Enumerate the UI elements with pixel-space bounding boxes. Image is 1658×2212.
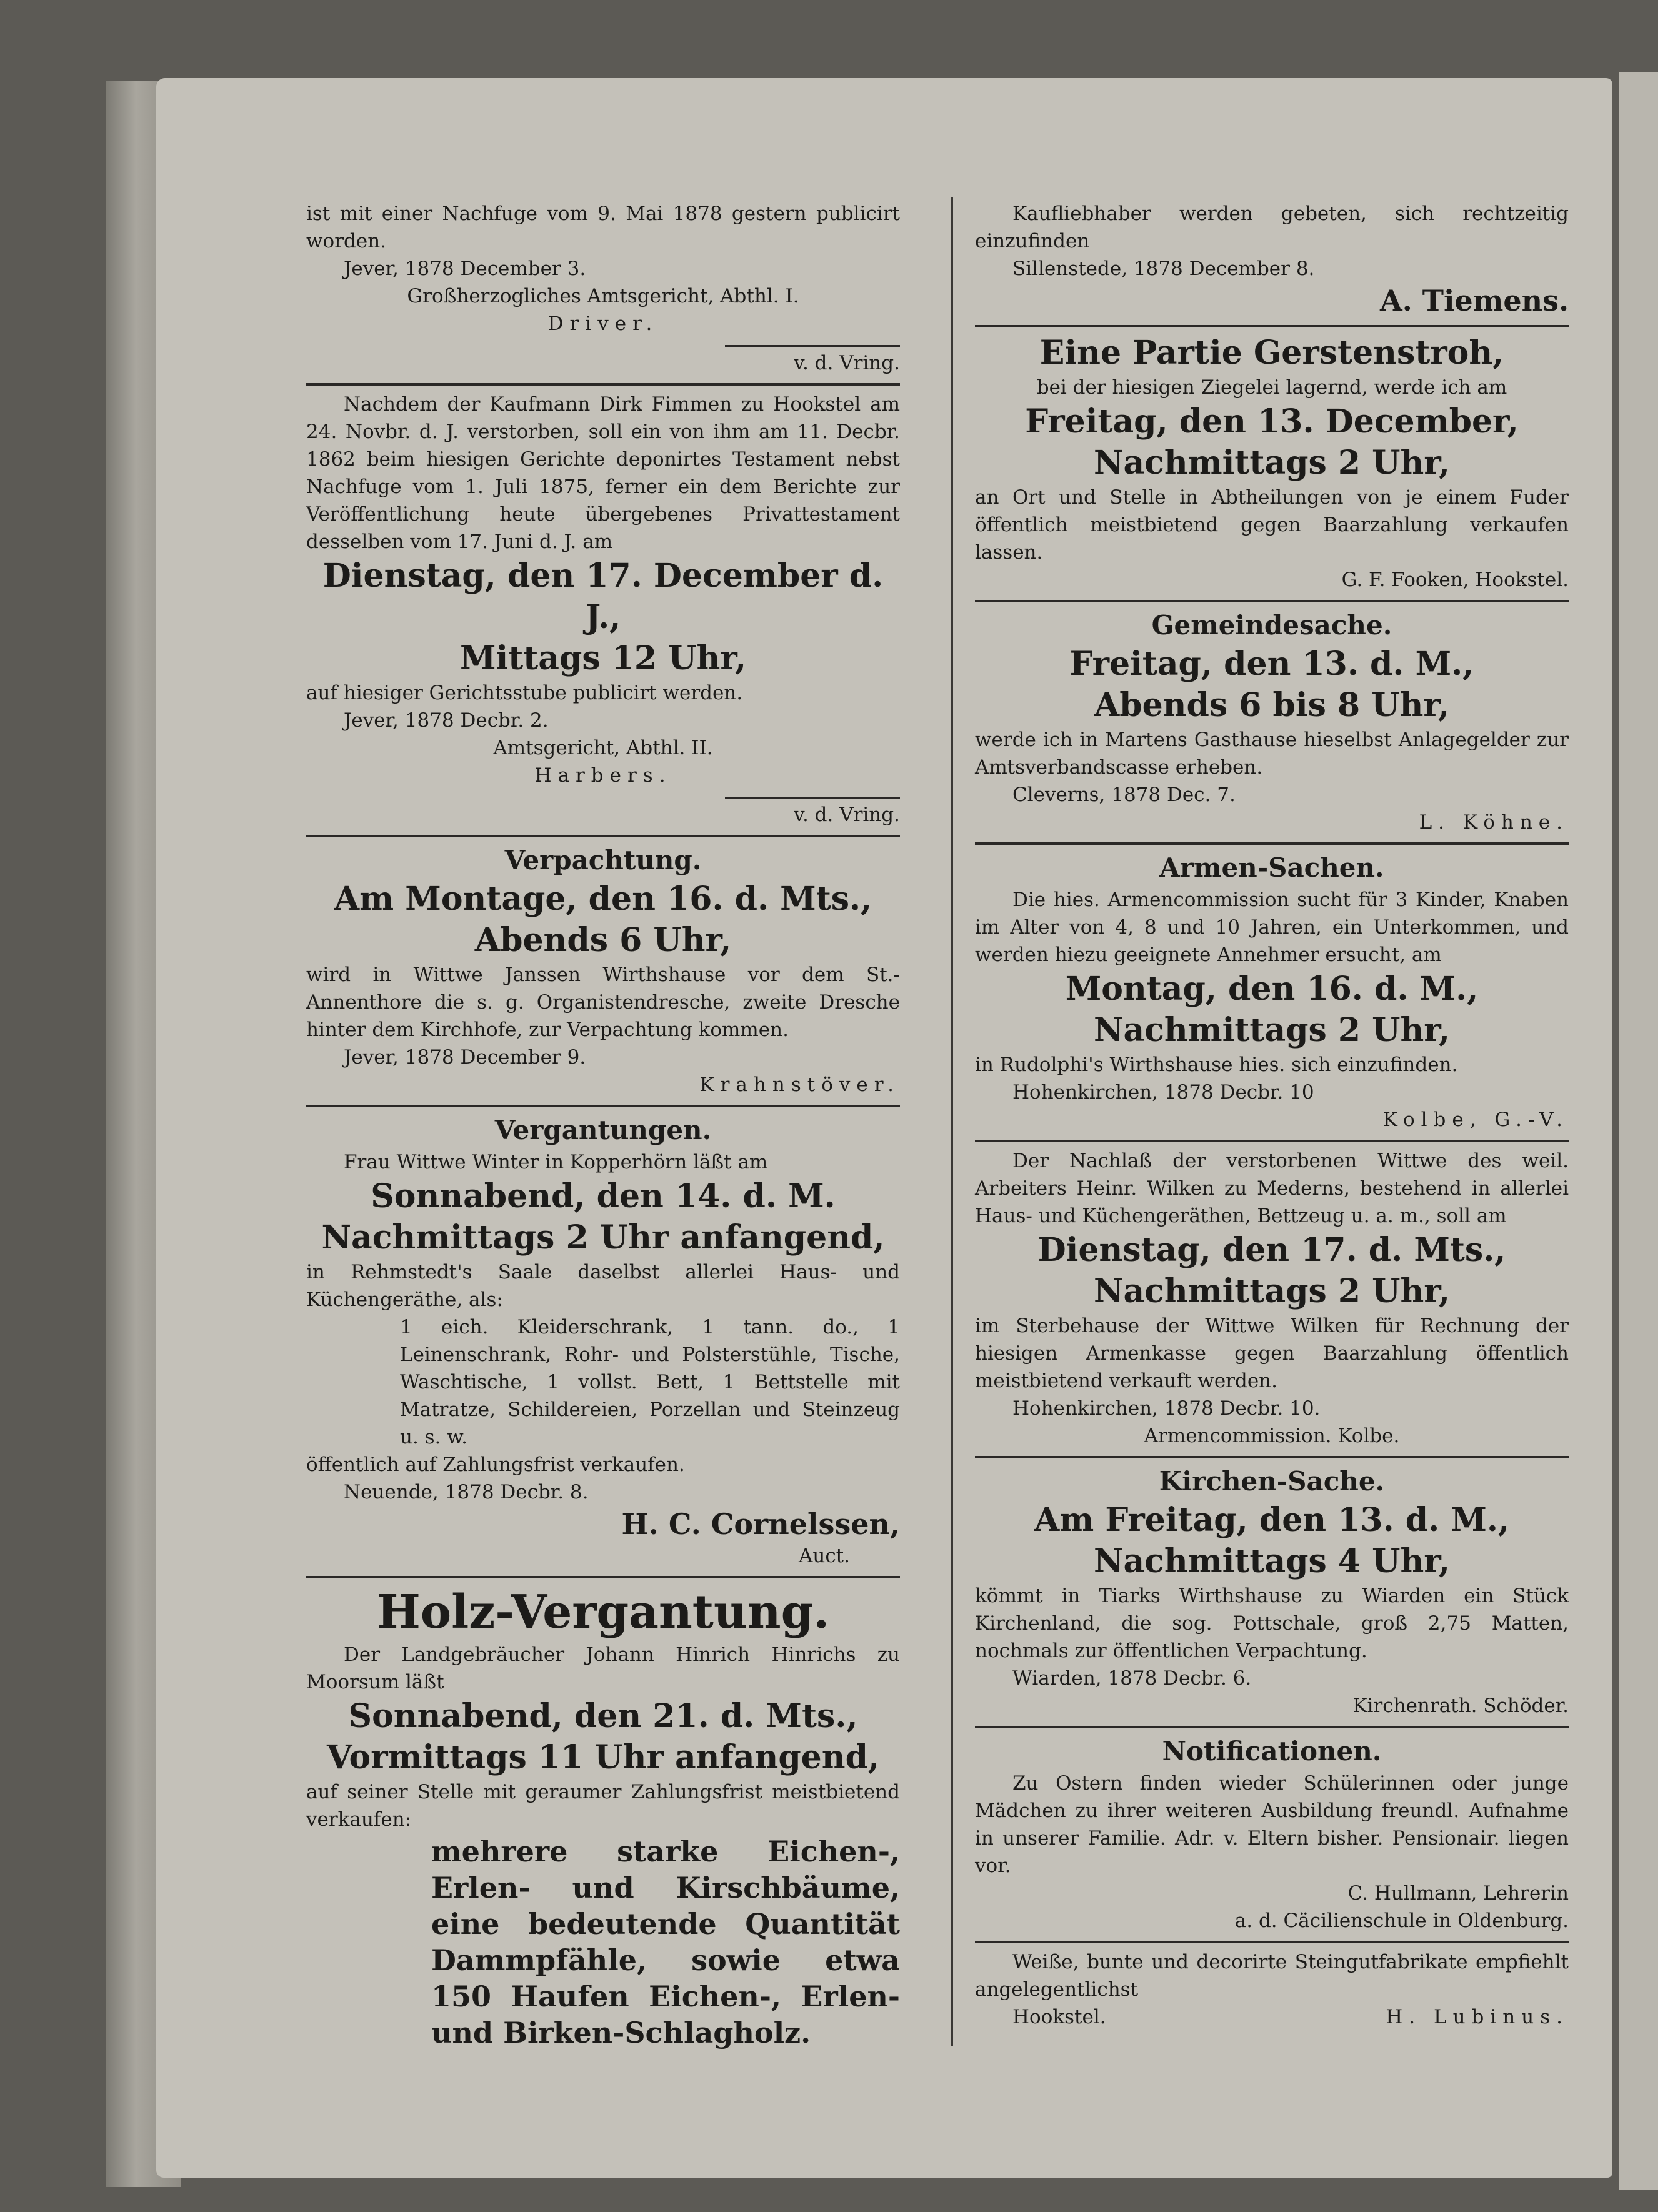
notice-text: öffentlich auf Zahlungsfrist verkaufen. <box>306 1453 685 1476</box>
section-rule <box>975 842 1569 845</box>
section-heading: Armen-Sachen. <box>1159 852 1384 883</box>
notice-signature: H. C. Cornelssen, <box>621 1507 900 1541</box>
short-rule <box>725 345 900 347</box>
notice-role: Auct. <box>798 1545 850 1567</box>
notice-court: Großherzogliches Amtsgericht, Abthl. I. <box>407 285 799 307</box>
notice-text: kömmt in Tiarks Wirthshause zu Wiarden ein Stück Kirchenland, die sog. Pottschale, groß 2,75 Matten, nochmals zur öffentlichen Verpachtung. <box>975 1585 1569 1662</box>
notice-text: Zu Ostern finden wieder Schülerinnen oder junge Mädchen zu ihrer weiteren Ausbildung freundl. Aufnahme in unserer Familie. Adr. v. Eltern bisher. Pensionair. liegen vor. <box>975 1772 1569 1877</box>
notice-text: in Rudolphi's Wirthshause hies. sich einzufinden. <box>975 1054 1458 1076</box>
notice-signature: Armencommission. Kolbe. <box>1144 1425 1400 1447</box>
notice-date-heading: Freitag, den 13. December, <box>1025 402 1519 441</box>
notice-time-heading: Nachmittags 2 Uhr, <box>1093 1011 1451 1049</box>
section-rule <box>975 600 1569 602</box>
notice-signature-line2: a. d. Cäcilienschule in Oldenburg. <box>1234 1910 1569 1932</box>
notice-date-heading: Am Montage, den 16. d. Mts., <box>334 880 872 918</box>
left-column <box>306 200 900 2051</box>
notice-place-date: Wiarden, 1878 Decbr. 6. <box>1012 1667 1252 1690</box>
notice-signature: A. Tiemens. <box>1380 284 1569 317</box>
notice-place: Hookstel. <box>1012 2006 1106 2028</box>
notice-text: wird in Wittwe Janssen Wirthshause vor dem St.-Annenthore die s. g. Organistendresche, zweite Dresche hinter dem Kirchhofe, zur Verpachtung kommen. <box>306 964 900 1041</box>
notice-date-heading: Montag, den 16. d. M., <box>1065 970 1479 1008</box>
notice-text: bei der hiesigen Ziegelei lagernd, werde ich am <box>1036 376 1507 399</box>
notice-time-heading: Vormittags 11 Uhr anfangend, <box>326 1738 880 1776</box>
notice-date-heading: Am Freitag, den 13. d. M., <box>1034 1501 1510 1539</box>
notice-text: auf hiesiger Gerichtsstube publicirt werden. <box>306 682 743 704</box>
section-rule <box>306 1105 900 1107</box>
section-rule <box>975 325 1569 327</box>
notice-date-heading: Dienstag, den 17. d. Mts., <box>1037 1231 1506 1269</box>
notice-clerk: v. d. Vring. <box>794 804 900 826</box>
notice-text: Der Landgebräucher Johann Hinrich Hinrichs zu Moorsum läßt <box>306 1643 900 1693</box>
notice-signature: H. Lubinus. <box>1386 2006 1569 2028</box>
right-column <box>975 200 1569 2031</box>
notice-place-date: Sillenstede, 1878 December 8. <box>1012 257 1315 280</box>
notice-date-heading: Dienstag, den 17. December d. J., <box>322 557 884 636</box>
notice-signature: L. Köhne. <box>1419 811 1569 834</box>
notice-place-date: Hohenkirchen, 1878 Decbr. 10. <box>1012 1397 1321 1420</box>
notice-place-date: Cleverns, 1878 Dec. 7. <box>1012 784 1236 806</box>
notice-place-date: Neuende, 1878 Decbr. 8. <box>344 1481 589 1503</box>
section-heading-large: Holz-Vergantung. <box>376 1585 830 1639</box>
section-heading: Notificationen. <box>1162 1736 1382 1766</box>
notice-text: Kaufliebhaber werden gebeten, sich rechtzeitig einzufinden <box>975 202 1569 252</box>
notice-signature: Harbers. <box>534 764 672 787</box>
section-heading: Kirchen-Sache. <box>1159 1466 1385 1497</box>
notice-place-date: Jever, 1878 December 3. <box>344 257 586 280</box>
section-heading: Verpachtung. <box>504 845 702 875</box>
section-heading: Eine Partie Gerstenstroh, <box>1039 334 1504 372</box>
notice-text: ist mit einer Nachfuge vom 9. Mai 1878 gestern publicirt worden. <box>306 202 900 252</box>
section-heading: Gemeindesache. <box>1151 610 1392 640</box>
notice-time-heading: Mittags 12 Uhr, <box>459 639 747 677</box>
section-rule <box>975 1456 1569 1458</box>
notice-signature: C. Hullmann, Lehrerin <box>1347 1882 1569 1905</box>
notice-bold-list: mehrere starke Eichen-, Erlen- und Kirschbäume, eine bedeutende Quantität Dammpfähle, sowie etwa 150 Haufen Eichen-, Erlen- und Birken-Schlagholz. <box>431 1835 900 2050</box>
notice-signature: Krahnstöver. <box>699 1074 900 1096</box>
notice-date-heading: Sonnabend, den 14. d. M. <box>371 1177 836 1215</box>
notice-time-heading: Abends 6 Uhr, <box>474 921 732 959</box>
notice-text: auf seiner Stelle mit geraumer Zahlungsfrist meistbietend verkaufen: <box>306 1781 900 1831</box>
facing-page-edge <box>1619 72 1658 2190</box>
section-heading: Vergantungen. <box>494 1115 712 1145</box>
section-rule <box>306 1576 900 1578</box>
section-rule <box>975 1726 1569 1728</box>
notice-time-heading: Nachmittags 4 Uhr, <box>1093 1542 1451 1580</box>
notice-time-heading: Nachmittags 2 Uhr anfangend, <box>321 1218 885 1257</box>
notice-text: Der Nachlaß der verstorbenen Wittwe des weil. Arbeiters Heinr. Wilken zu Mederns, bestehend in allerlei Haus- und Küchengeräthen, Bettzeug u. a. m., soll am <box>975 1150 1569 1227</box>
notice-text: Weiße, bunte und decorirte Steingutfabrikate empfiehlt angelegentlichst <box>975 1951 1569 2001</box>
notice-court: Amtsgericht, Abthl. II. <box>493 737 713 759</box>
notice-text: Nachdem der Kaufmann Dirk Fimmen zu Hookstel am 24. Novbr. d. J. verstorben, soll ein von ihm am 11. Decbr. 1862 beim hiesigen Gerichte deponirtes Testament nebst Nachfuge vom 1. Juli 1875, ferner ein dem Berichte zur Veröffentlichung heute übergebenes Privattestament desselben vom 17. Juni d. J. am <box>306 393 900 553</box>
section-rule <box>975 1941 1569 1943</box>
notice-text: an Ort und Stelle in Abtheilungen von je einem Fuder öffentlich meistbietend gegen Baarzahlung verkaufen lassen. <box>975 486 1569 564</box>
item-list: 1 eich. Kleiderschrank, 1 tann. do., 1 Leinenschrank, Rohr- und Polsterstühle, Tische, Waschtische, 1 vollst. Bett, 1 Bettstelle mit Matratze, Schildereien, Porzellan und Steinzeug u. s. w. <box>400 1316 900 1448</box>
notice-text: Die hies. Armencommission sucht für 3 Kinder, Knaben im Alter von 4, 8 und 10 Jahren, ein Unterkommen, und werden hiezu geeignete Annehmer ersucht, am <box>975 889 1569 966</box>
notice-signature: Kirchenrath. Schöder. <box>1352 1695 1569 1717</box>
notice-footer-row <box>975 2003 1569 2031</box>
short-rule <box>725 797 900 799</box>
notice-text: Frau Wittwe Winter in Kopperhörn läßt am <box>344 1151 768 1173</box>
section-rule <box>975 1140 1569 1142</box>
notice-date-heading: Sonnabend, den 21. d. Mts., <box>348 1697 858 1735</box>
notice-time-heading: Abends 6 bis 8 Uhr, <box>1094 686 1450 724</box>
notice-signature: G. F. Fooken, Hookstel. <box>1341 569 1569 591</box>
notice-signature: Driver. <box>547 312 659 335</box>
notice-signature: Kolbe, G.-V. <box>1382 1108 1569 1131</box>
notice-text: im Sterbehause der Wittwe Wilken für Rechnung der hiesigen Armenkasse gegen Baarzahlung öffentlich meistbietend verkauft werden. <box>975 1315 1569 1392</box>
column-divider <box>951 197 953 2046</box>
section-rule <box>306 835 900 837</box>
notice-text: in Rehmstedt's Saale daselbst allerlei Haus- und Küchengeräthe, als: <box>306 1261 900 1311</box>
notice-place-date: Jever, 1878 Decbr. 2. <box>344 709 549 732</box>
notice-time-heading: Nachmittags 2 Uhr, <box>1093 1272 1451 1310</box>
notice-place-date: Jever, 1878 December 9. <box>344 1046 586 1069</box>
notice-clerk: v. d. Vring. <box>794 352 900 374</box>
section-rule <box>306 383 900 386</box>
notice-date-heading: Freitag, den 13. d. M., <box>1069 645 1474 683</box>
notice-text: werde ich in Martens Gasthause hieselbst Anlagegelder zur Amtsverbandscasse erheben. <box>975 729 1569 779</box>
notice-time-heading: Nachmittags 2 Uhr, <box>1093 444 1451 482</box>
notice-place-date: Hohenkirchen, 1878 Decbr. 10 <box>1012 1081 1314 1104</box>
